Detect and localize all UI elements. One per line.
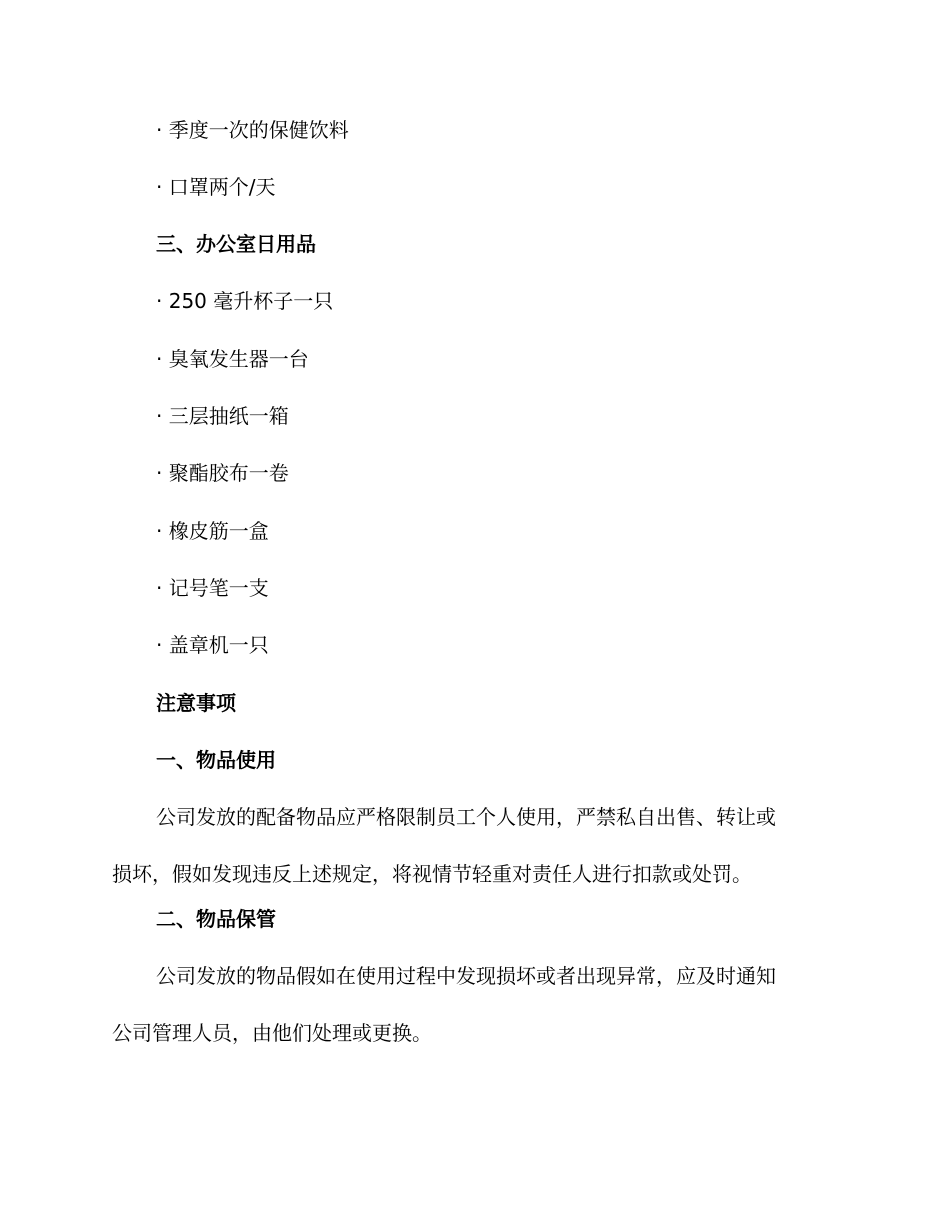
list-item: · 三层抽纸一箱 — [156, 404, 289, 428]
notes-heading: 注意事项 — [156, 691, 236, 715]
section-heading: 二、物品保管 — [156, 907, 276, 931]
list-item: · 250 毫升杯子一只 — [156, 289, 334, 313]
list-item: · 季度一次的保健饮料 — [156, 118, 349, 142]
paragraph-line: 公司发放的物品假如在使用过程中发现损坏或者出现异常，应及时通知 — [156, 964, 776, 988]
list-item: · 橡皮筋一盒 — [156, 519, 269, 543]
list-item: · 记号笔一支 — [156, 576, 269, 600]
paragraph-line: 公司管理人员，由他们处理或更换。 — [112, 1021, 432, 1045]
list-item: · 盖章机一只 — [156, 633, 269, 657]
list-item: · 聚酯胶布一卷 — [156, 461, 289, 485]
storage-paragraph — [112, 948, 842, 1062]
paragraph-line: 损坏，假如发现违反上述规定，将视情节轻重对责任人进行扣款或处罚。 — [112, 862, 752, 886]
list-item: · 口罩两个/天 — [156, 175, 276, 199]
usage-paragraph — [112, 789, 842, 903]
list-item: · 臭氧发生器一台 — [156, 347, 309, 371]
section-heading: 三、办公室日用品 — [156, 232, 316, 256]
section-heading: 一、物品使用 — [156, 748, 276, 772]
paragraph-line: 公司发放的配备物品应严格限制员工个人使用，严禁私自出售、转让或 — [156, 805, 776, 829]
